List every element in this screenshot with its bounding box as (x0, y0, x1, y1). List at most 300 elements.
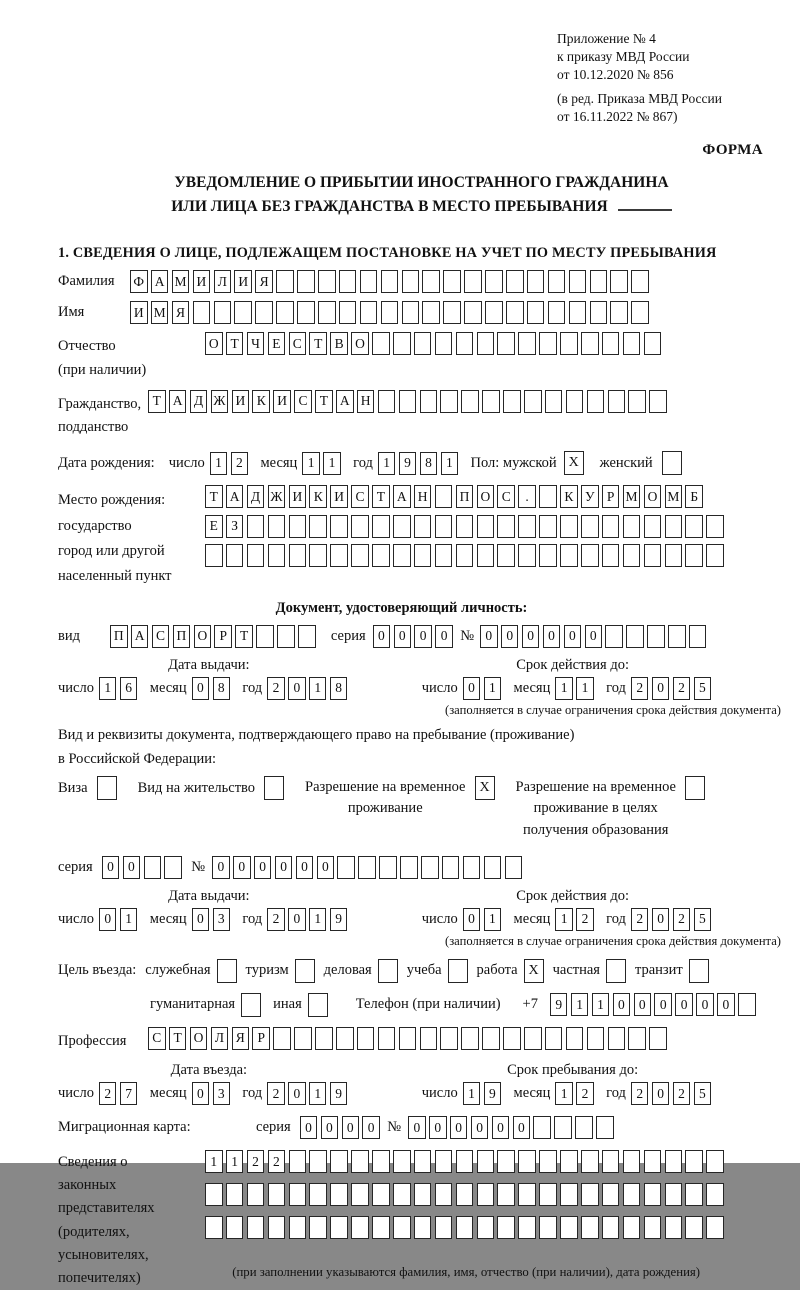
char-box[interactable] (575, 1116, 593, 1139)
char-box[interactable] (339, 301, 357, 324)
char-box[interactable] (623, 1150, 641, 1173)
char-box[interactable]: 0 (321, 1116, 339, 1139)
char-box[interactable] (456, 1183, 474, 1206)
char-box[interactable] (339, 270, 357, 293)
char-box[interactable] (485, 301, 503, 324)
char-box[interactable] (581, 1216, 599, 1239)
char-box[interactable]: Я (172, 301, 190, 324)
char-box[interactable] (623, 332, 641, 355)
char-box[interactable]: 0 (543, 625, 561, 648)
char-box[interactable] (605, 625, 623, 648)
char-box[interactable]: С (152, 625, 170, 648)
char-box[interactable] (590, 301, 608, 324)
char-box[interactable] (442, 856, 460, 879)
char-box[interactable]: 6 (120, 677, 138, 700)
char-box[interactable]: Т (309, 332, 327, 355)
char-box[interactable] (518, 1150, 536, 1173)
char-box[interactable]: 0 (362, 1116, 380, 1139)
char-box[interactable]: 8 (420, 452, 438, 475)
char-box[interactable] (273, 1027, 291, 1050)
char-box[interactable] (539, 1216, 557, 1239)
purpose-transit-checkbox[interactable] (689, 959, 709, 983)
char-box[interactable] (644, 544, 662, 567)
char-box[interactable] (414, 1216, 432, 1239)
char-box[interactable]: 0 (652, 1082, 670, 1105)
edu-residence-permit-checkbox[interactable] (685, 776, 705, 800)
char-box[interactable] (330, 515, 348, 538)
char-box[interactable]: 0 (373, 625, 391, 648)
char-box[interactable] (569, 301, 587, 324)
char-box[interactable] (706, 1183, 724, 1206)
char-box[interactable]: 9 (330, 1082, 348, 1105)
char-box[interactable]: 0 (450, 1116, 468, 1139)
char-box[interactable] (610, 270, 628, 293)
char-box[interactable] (435, 1183, 453, 1206)
char-box[interactable] (456, 1150, 474, 1173)
char-box[interactable]: 1 (120, 908, 138, 931)
char-box[interactable] (581, 1150, 599, 1173)
char-box[interactable]: Н (414, 485, 432, 508)
char-box[interactable] (420, 1027, 438, 1050)
char-box[interactable] (435, 515, 453, 538)
char-box[interactable]: Е (205, 515, 223, 538)
char-box[interactable] (560, 332, 578, 355)
char-box[interactable]: 0 (717, 993, 735, 1016)
char-box[interactable]: 1 (484, 908, 502, 931)
char-box[interactable]: 0 (192, 908, 210, 931)
char-box[interactable] (372, 515, 390, 538)
char-box[interactable] (477, 1183, 495, 1206)
char-box[interactable] (569, 270, 587, 293)
char-box[interactable] (560, 1183, 578, 1206)
char-box[interactable]: 0 (394, 625, 412, 648)
char-box[interactable] (421, 856, 439, 879)
char-box[interactable] (505, 856, 523, 879)
char-box[interactable] (545, 1027, 563, 1050)
temp-residence-permit-checkbox[interactable]: X (475, 776, 495, 800)
char-box[interactable] (623, 515, 641, 538)
char-box[interactable]: Е (268, 332, 286, 355)
char-box[interactable]: 0 (99, 908, 117, 931)
char-box[interactable] (506, 270, 524, 293)
char-box[interactable] (628, 390, 646, 413)
char-box[interactable] (456, 515, 474, 538)
char-box[interactable] (144, 856, 162, 879)
char-box[interactable] (539, 485, 557, 508)
char-box[interactable] (456, 332, 474, 355)
char-box[interactable] (318, 270, 336, 293)
char-box[interactable]: С (289, 332, 307, 355)
char-box[interactable]: 5 (694, 677, 712, 700)
char-box[interactable] (518, 544, 536, 567)
char-box[interactable] (548, 301, 566, 324)
char-box[interactable]: И (289, 485, 307, 508)
char-box[interactable]: И (330, 485, 348, 508)
char-box[interactable] (706, 515, 724, 538)
char-box[interactable] (590, 270, 608, 293)
char-box[interactable]: 0 (463, 677, 481, 700)
char-box[interactable]: У (581, 485, 599, 508)
char-box[interactable]: Я (255, 270, 273, 293)
char-box[interactable] (414, 332, 432, 355)
char-box[interactable]: Т (169, 1027, 187, 1050)
char-box[interactable]: 7 (120, 1082, 138, 1105)
male-checkbox[interactable]: X (564, 451, 584, 475)
char-box[interactable] (602, 332, 620, 355)
char-box[interactable] (506, 301, 524, 324)
char-box[interactable] (689, 625, 707, 648)
char-box[interactable]: Я (232, 1027, 250, 1050)
purpose-official-checkbox[interactable] (217, 959, 237, 983)
char-box[interactable] (440, 390, 458, 413)
char-box[interactable]: Ф (130, 270, 148, 293)
char-box[interactable]: Р (214, 625, 232, 648)
char-box[interactable]: А (169, 390, 187, 413)
char-box[interactable]: М (623, 485, 641, 508)
char-box[interactable] (205, 1183, 223, 1206)
char-box[interactable]: 0 (613, 993, 631, 1016)
char-box[interactable] (276, 270, 294, 293)
char-box[interactable]: 3 (213, 1082, 231, 1105)
purpose-humanitarian-checkbox[interactable] (241, 993, 261, 1017)
char-box[interactable]: 2 (631, 677, 649, 700)
char-box[interactable]: 0 (275, 856, 293, 879)
char-box[interactable]: 0 (652, 908, 670, 931)
char-box[interactable]: А (131, 625, 149, 648)
char-box[interactable] (685, 544, 703, 567)
char-box[interactable] (234, 301, 252, 324)
char-box[interactable] (665, 1150, 683, 1173)
purpose-other-checkbox[interactable] (308, 993, 328, 1017)
char-box[interactable] (560, 515, 578, 538)
char-box[interactable]: Д (190, 390, 208, 413)
char-box[interactable] (297, 301, 315, 324)
char-box[interactable] (560, 1216, 578, 1239)
char-box[interactable]: И (273, 390, 291, 413)
char-box[interactable]: И (193, 270, 211, 293)
char-box[interactable] (372, 544, 390, 567)
char-box[interactable] (193, 301, 211, 324)
char-box[interactable] (497, 1150, 515, 1173)
char-box[interactable] (497, 515, 515, 538)
char-box[interactable]: М (151, 301, 169, 324)
char-box[interactable] (518, 1216, 536, 1239)
char-box[interactable]: А (393, 485, 411, 508)
char-box[interactable]: 0 (212, 856, 230, 879)
char-box[interactable]: 2 (631, 908, 649, 931)
char-box[interactable] (226, 1183, 244, 1206)
char-box[interactable] (358, 856, 376, 879)
char-box[interactable] (309, 1150, 327, 1173)
char-box[interactable] (289, 515, 307, 538)
purpose-private-checkbox[interactable] (606, 959, 626, 983)
char-box[interactable]: 5 (694, 1082, 712, 1105)
char-box[interactable] (610, 301, 628, 324)
char-box[interactable] (602, 1216, 620, 1239)
char-box[interactable]: 0 (513, 1116, 531, 1139)
char-box[interactable] (318, 301, 336, 324)
char-box[interactable]: 0 (414, 625, 432, 648)
char-box[interactable] (435, 332, 453, 355)
char-box[interactable] (596, 1116, 614, 1139)
char-box[interactable] (268, 1216, 286, 1239)
char-box[interactable] (435, 544, 453, 567)
char-box[interactable] (581, 544, 599, 567)
char-box[interactable] (665, 544, 683, 567)
female-checkbox[interactable] (662, 451, 682, 475)
char-box[interactable]: В (330, 332, 348, 355)
char-box[interactable]: 1 (99, 677, 117, 700)
char-box[interactable] (372, 332, 390, 355)
char-box[interactable] (277, 625, 295, 648)
char-box[interactable] (315, 1027, 333, 1050)
char-box[interactable] (706, 1150, 724, 1173)
char-box[interactable]: З (226, 515, 244, 538)
char-box[interactable]: 2 (673, 677, 691, 700)
char-box[interactable] (226, 1216, 244, 1239)
char-box[interactable] (524, 390, 542, 413)
char-box[interactable]: Л (214, 270, 232, 293)
char-box[interactable] (255, 301, 273, 324)
char-box[interactable] (399, 1027, 417, 1050)
char-box[interactable] (554, 1116, 572, 1139)
char-box[interactable] (738, 993, 756, 1016)
char-box[interactable] (440, 1027, 458, 1050)
char-box[interactable] (276, 301, 294, 324)
char-box[interactable] (268, 1183, 286, 1206)
char-box[interactable] (485, 270, 503, 293)
char-box[interactable] (463, 856, 481, 879)
char-box[interactable]: Л (211, 1027, 229, 1050)
char-box[interactable]: О (477, 485, 495, 508)
char-box[interactable]: К (252, 390, 270, 413)
char-box[interactable] (247, 1216, 265, 1239)
char-box[interactable] (602, 1183, 620, 1206)
char-box[interactable] (298, 625, 316, 648)
char-box[interactable]: 0 (696, 993, 714, 1016)
char-box[interactable] (503, 390, 521, 413)
char-box[interactable]: Т (235, 625, 253, 648)
char-box[interactable] (560, 1150, 578, 1173)
char-box[interactable] (289, 544, 307, 567)
char-box[interactable]: 0 (192, 677, 210, 700)
char-box[interactable] (497, 332, 515, 355)
char-box[interactable] (435, 1150, 453, 1173)
char-box[interactable]: 2 (576, 908, 594, 931)
char-box[interactable]: 0 (634, 993, 652, 1016)
char-box[interactable]: 1 (484, 677, 502, 700)
char-box[interactable] (644, 515, 662, 538)
char-box[interactable]: С (148, 1027, 166, 1050)
char-box[interactable]: 0 (342, 1116, 360, 1139)
char-box[interactable] (422, 301, 440, 324)
char-box[interactable]: 0 (288, 677, 306, 700)
char-box[interactable] (527, 301, 545, 324)
char-box[interactable] (214, 301, 232, 324)
char-box[interactable]: 1 (309, 677, 327, 700)
char-box[interactable] (435, 1216, 453, 1239)
char-box[interactable] (443, 301, 461, 324)
char-box[interactable] (393, 1216, 411, 1239)
char-box[interactable]: 0 (435, 625, 453, 648)
char-box[interactable] (533, 1116, 551, 1139)
char-box[interactable] (393, 1183, 411, 1206)
char-box[interactable] (381, 270, 399, 293)
char-box[interactable] (464, 301, 482, 324)
char-box[interactable] (402, 301, 420, 324)
char-box[interactable] (706, 544, 724, 567)
char-box[interactable]: 0 (652, 677, 670, 700)
char-box[interactable] (477, 1216, 495, 1239)
char-box[interactable]: 1 (592, 993, 610, 1016)
char-box[interactable] (357, 1027, 375, 1050)
char-box[interactable]: Ч (247, 332, 265, 355)
char-box[interactable] (518, 1183, 536, 1206)
char-box[interactable]: 1 (555, 1082, 573, 1105)
char-box[interactable]: Ж (268, 485, 286, 508)
char-box[interactable] (360, 301, 378, 324)
char-box[interactable]: 8 (213, 677, 231, 700)
char-box[interactable] (623, 1183, 641, 1206)
purpose-study-checkbox[interactable] (448, 959, 468, 983)
char-box[interactable]: М (665, 485, 683, 508)
char-box[interactable]: 2 (267, 908, 285, 931)
char-box[interactable]: 0 (254, 856, 272, 879)
char-box[interactable] (309, 544, 327, 567)
char-box[interactable] (435, 485, 453, 508)
char-box[interactable] (644, 1183, 662, 1206)
char-box[interactable] (560, 544, 578, 567)
char-box[interactable]: И (232, 390, 250, 413)
char-box[interactable]: 0 (192, 1082, 210, 1105)
char-box[interactable]: 1 (378, 452, 396, 475)
char-box[interactable] (539, 544, 557, 567)
char-box[interactable] (631, 301, 649, 324)
char-box[interactable]: 1 (323, 452, 341, 475)
char-box[interactable] (539, 515, 557, 538)
char-box[interactable]: 1 (463, 1082, 481, 1105)
purpose-tourism-checkbox[interactable] (295, 959, 315, 983)
char-box[interactable]: 2 (267, 677, 285, 700)
char-box[interactable]: О (194, 625, 212, 648)
char-box[interactable]: 0 (123, 856, 141, 879)
char-box[interactable]: Ж (211, 390, 229, 413)
purpose-business-checkbox[interactable] (378, 959, 398, 983)
char-box[interactable] (608, 390, 626, 413)
char-box[interactable]: 1 (555, 677, 573, 700)
char-box[interactable] (247, 544, 265, 567)
char-box[interactable] (309, 515, 327, 538)
char-box[interactable] (628, 1027, 646, 1050)
char-box[interactable]: 2 (576, 1082, 594, 1105)
char-box[interactable]: М (172, 270, 190, 293)
char-box[interactable] (602, 515, 620, 538)
char-box[interactable] (539, 1150, 557, 1173)
char-box[interactable] (518, 332, 536, 355)
char-box[interactable]: 2 (247, 1150, 265, 1173)
char-box[interactable]: 0 (463, 908, 481, 931)
char-box[interactable] (268, 515, 286, 538)
char-box[interactable] (456, 1216, 474, 1239)
char-box[interactable]: 2 (267, 1082, 285, 1105)
char-box[interactable] (351, 1183, 369, 1206)
char-box[interactable] (581, 332, 599, 355)
char-box[interactable]: 1 (309, 1082, 327, 1105)
char-box[interactable]: Н (357, 390, 375, 413)
char-box[interactable]: О (190, 1027, 208, 1050)
char-box[interactable] (456, 544, 474, 567)
char-box[interactable] (602, 1150, 620, 1173)
char-box[interactable]: 9 (550, 993, 568, 1016)
char-box[interactable]: С (497, 485, 515, 508)
char-box[interactable] (566, 1027, 584, 1050)
char-box[interactable] (461, 390, 479, 413)
char-box[interactable] (372, 1183, 390, 1206)
char-box[interactable] (484, 856, 502, 879)
char-box[interactable] (337, 856, 355, 879)
char-box[interactable] (402, 270, 420, 293)
char-box[interactable] (414, 544, 432, 567)
char-box[interactable] (393, 515, 411, 538)
char-box[interactable] (205, 544, 223, 567)
char-box[interactable] (545, 390, 563, 413)
char-box[interactable]: 3 (213, 908, 231, 931)
char-box[interactable] (608, 1027, 626, 1050)
char-box[interactable]: 0 (501, 625, 519, 648)
char-box[interactable] (461, 1027, 479, 1050)
char-box[interactable] (477, 515, 495, 538)
char-box[interactable]: Р (252, 1027, 270, 1050)
char-box[interactable]: П (456, 485, 474, 508)
char-box[interactable]: И (130, 301, 148, 324)
char-box[interactable]: 2 (268, 1150, 286, 1173)
char-box[interactable] (330, 544, 348, 567)
visa-checkbox[interactable] (97, 776, 117, 800)
char-box[interactable]: . (518, 485, 536, 508)
char-box[interactable] (289, 1183, 307, 1206)
char-box[interactable] (644, 1150, 662, 1173)
char-box[interactable]: 0 (564, 625, 582, 648)
char-box[interactable] (393, 332, 411, 355)
char-box[interactable] (665, 1183, 683, 1206)
char-box[interactable]: 0 (429, 1116, 447, 1139)
char-box[interactable] (497, 1216, 515, 1239)
char-box[interactable]: 0 (675, 993, 693, 1016)
char-box[interactable] (644, 332, 662, 355)
char-box[interactable] (623, 544, 641, 567)
char-box[interactable]: 2 (231, 452, 249, 475)
char-box[interactable] (351, 1150, 369, 1173)
char-box[interactable]: 1 (571, 993, 589, 1016)
char-box[interactable]: А (151, 270, 169, 293)
char-box[interactable]: Т (226, 332, 244, 355)
char-box[interactable] (581, 1183, 599, 1206)
char-box[interactable] (482, 390, 500, 413)
char-box[interactable]: 1 (555, 908, 573, 931)
char-box[interactable]: 0 (317, 856, 335, 879)
char-box[interactable] (372, 1150, 390, 1173)
char-box[interactable] (524, 1027, 542, 1050)
char-box[interactable]: О (644, 485, 662, 508)
char-box[interactable]: А (226, 485, 244, 508)
char-box[interactable]: 9 (399, 452, 417, 475)
char-box[interactable] (414, 1183, 432, 1206)
char-box[interactable] (294, 1027, 312, 1050)
char-box[interactable] (381, 301, 399, 324)
char-box[interactable]: 0 (102, 856, 120, 879)
char-box[interactable]: Т (315, 390, 333, 413)
char-box[interactable]: П (173, 625, 191, 648)
